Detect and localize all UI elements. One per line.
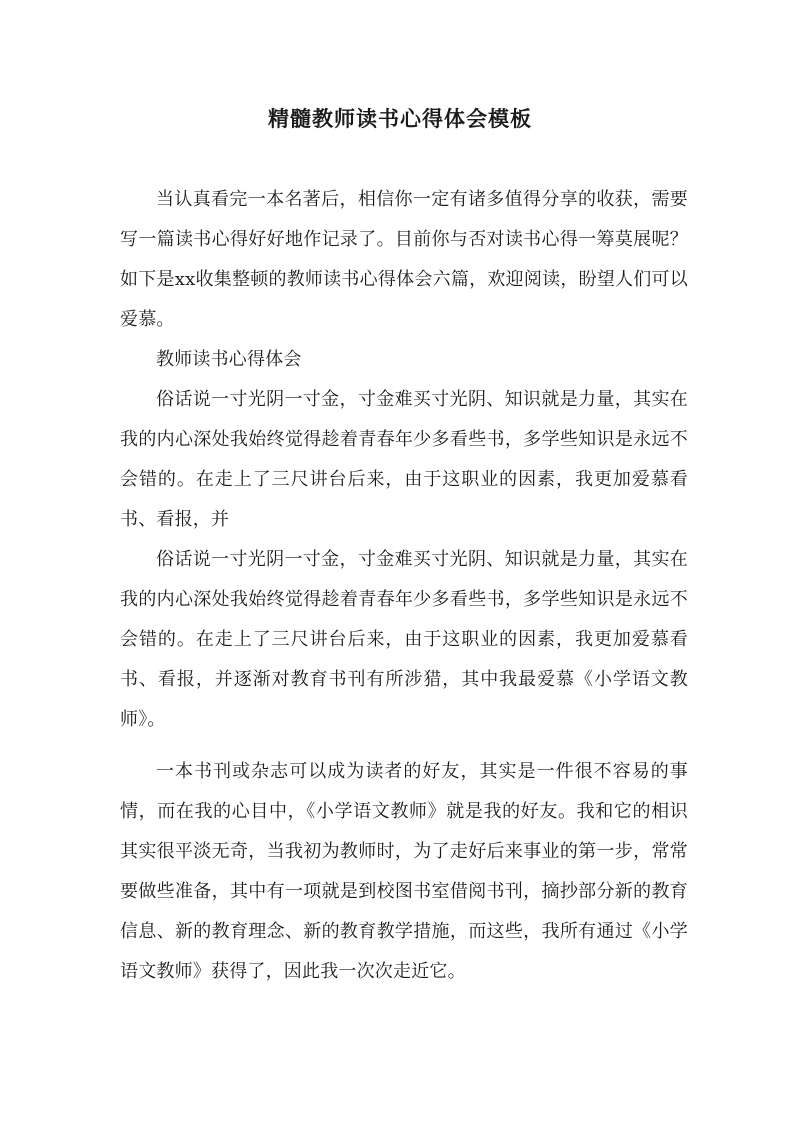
- body-paragraph: 俗话说一寸光阴一寸金，寸金难买寸光阴、知识就是力量，其实在我的内心深处我始终觉得趁着青春年少多看些书，多学些知识是永远不会错的。在走上了三尺讲台后来，由于这职业的因素，我更加爱慕看书、看报，并逐渐对教育书刊有所涉猎，其中我最爱慕《小学语文教师》。: [120, 549, 688, 730]
- body-paragraph: 俗话说一寸光阴一寸金，寸金难买寸光阴、知识就是力量，其实在我的内心深处我始终觉得趁着青春年少多看些书，多学些知识是永远不会错的。在走上了三尺讲台后来，由于这职业的因素，我更加爱慕看书、看报，并: [120, 389, 688, 530]
- intro-paragraph: 当认真看完一本名著后，相信你一定有诸多值得分享的收获，需要写一篇读书心得好好地作记录了。目前你与否对读书心得一筹莫展呢？如下是xx收集整顿的教师读书心得体会六篇，欢迎阅读，盼望人们可以爱慕。: [120, 189, 688, 330]
- document-body: [120, 180, 688, 992]
- section-heading: 教师读书心得体会: [156, 349, 302, 370]
- body-paragraph: 一本书刊或杂志可以成为读者的好友，其实是一件很不容易的事情，而在我的心目中，《小学语文教师》就是我的好友。我和它的相识其实很平淡无奇，当我初为教师时，为了走好后来事业的第一步，常常要做些准备，其中有一项就是到校图书室借阅书刊，摘抄部分新的教育信息、新的教育理念、新的教育教学措施，而这些，我所有通过《小学语文教师》获得了，因此我一次次走近它。: [120, 761, 688, 982]
- document-title: 精髓教师读书心得体会模板: [268, 106, 532, 131]
